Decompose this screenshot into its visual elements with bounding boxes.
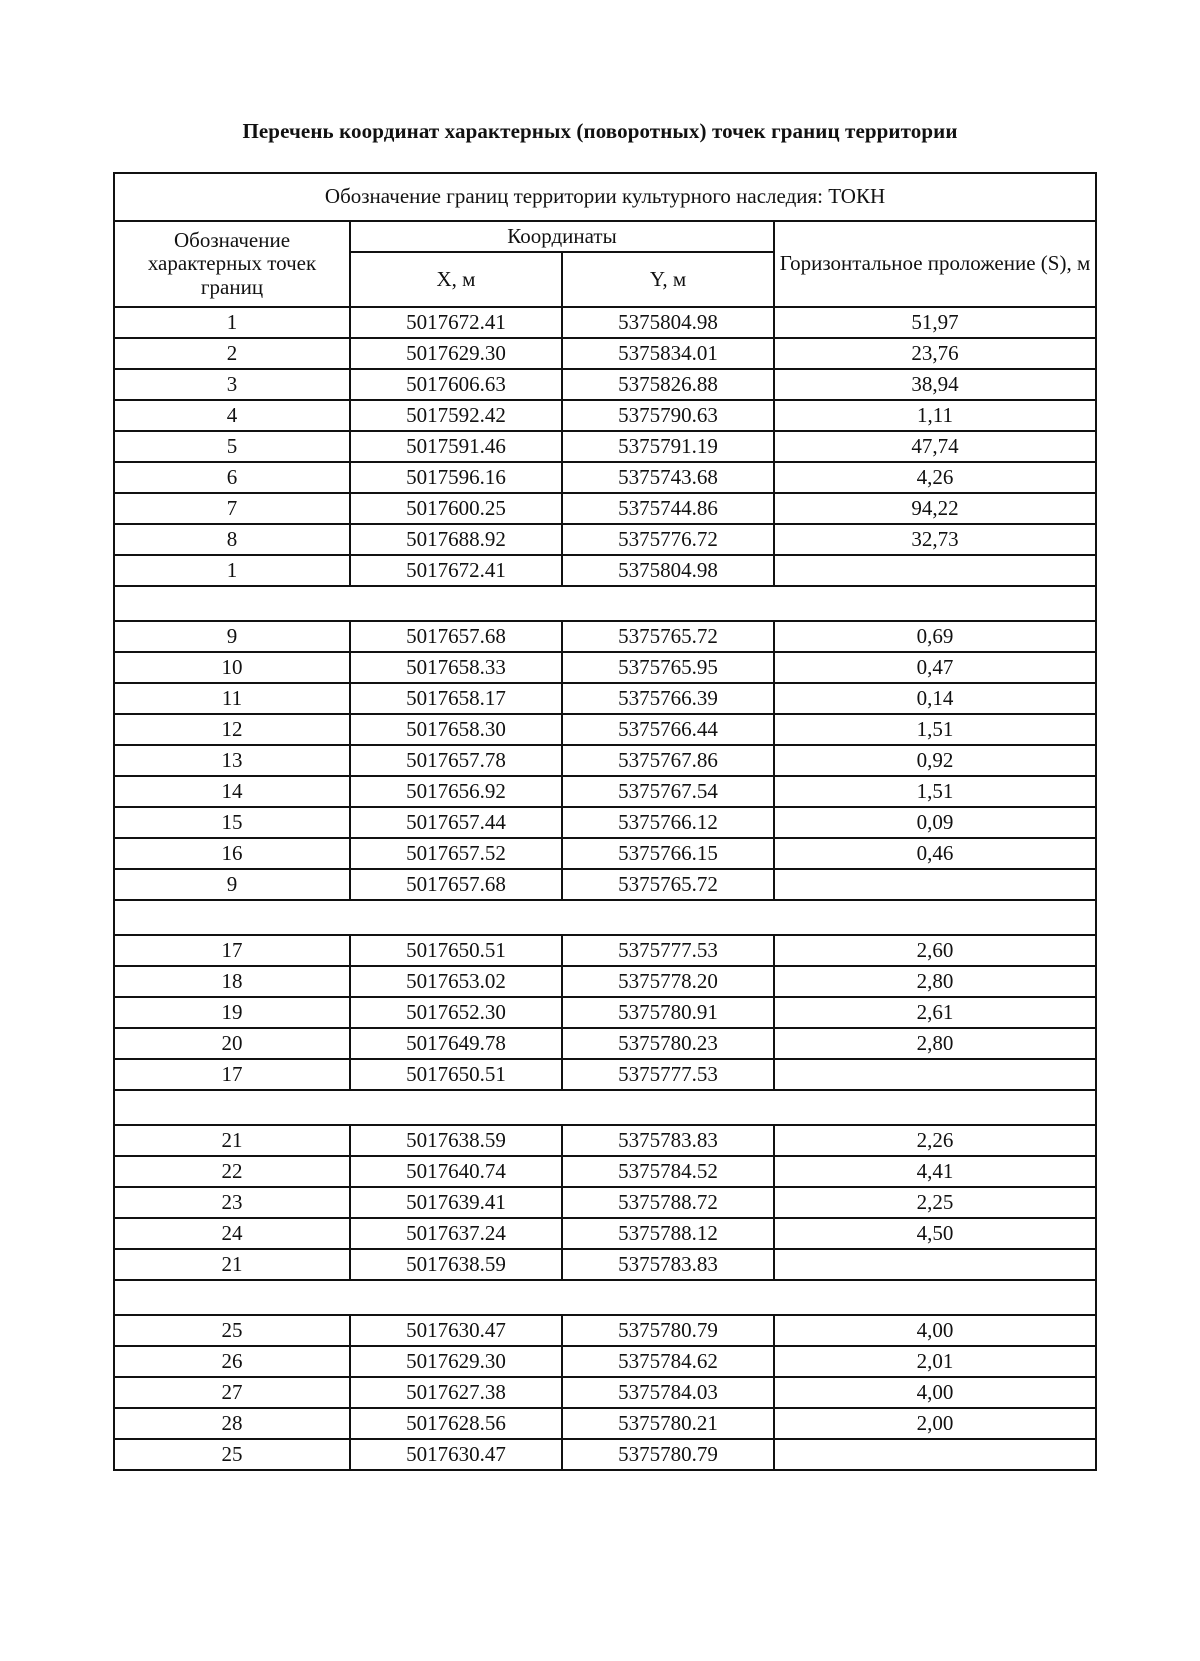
point-number-cell: 1	[114, 555, 350, 586]
distance-cell: 0,69	[774, 621, 1096, 652]
point-number-cell: 9	[114, 869, 350, 900]
group-separator-cell	[114, 1280, 1096, 1315]
y-coordinate-cell: 5375766.44	[562, 714, 774, 745]
x-coordinate-cell: 5017637.24	[350, 1218, 562, 1249]
y-coordinate-cell: 5375834.01	[562, 338, 774, 369]
table-row	[114, 369, 1096, 400]
point-number-cell: 25	[114, 1315, 350, 1346]
x-coordinate-cell: 5017649.78	[350, 1028, 562, 1059]
y-coordinate-cell: 5375788.12	[562, 1218, 774, 1249]
distance-cell: 2,80	[774, 1028, 1096, 1059]
x-coordinate-cell: 5017652.30	[350, 997, 562, 1028]
y-coordinate-cell: 5375783.83	[562, 1249, 774, 1280]
point-number-cell: 14	[114, 776, 350, 807]
distance-cell: 2,61	[774, 997, 1096, 1028]
table-row	[114, 966, 1096, 997]
table-row	[114, 652, 1096, 683]
distance-cell: 4,26	[774, 462, 1096, 493]
distance-cell: 0,46	[774, 838, 1096, 869]
table-row	[114, 1187, 1096, 1218]
distance-cell: 1,11	[774, 400, 1096, 431]
y-coordinate-cell: 5375788.72	[562, 1187, 774, 1218]
point-number-cell: 7	[114, 493, 350, 524]
x-coordinate-cell: 5017658.30	[350, 714, 562, 745]
point-number-cell: 24	[114, 1218, 350, 1249]
table-row	[114, 869, 1096, 900]
x-header: X, м	[350, 252, 562, 307]
y-coordinate-cell: 5375804.98	[562, 555, 774, 586]
x-coordinate-cell: 5017628.56	[350, 1408, 562, 1439]
y-coordinate-cell: 5375766.39	[562, 683, 774, 714]
table-row	[114, 1156, 1096, 1187]
distance-cell: 47,74	[774, 431, 1096, 462]
y-coordinate-cell: 5375765.72	[562, 621, 774, 652]
y-coordinate-cell: 5375766.12	[562, 807, 774, 838]
x-coordinate-cell: 5017629.30	[350, 1346, 562, 1377]
point-number-cell: 12	[114, 714, 350, 745]
distance-cell: 4,41	[774, 1156, 1096, 1187]
x-coordinate-cell: 5017600.25	[350, 493, 562, 524]
point-number-cell: 21	[114, 1249, 350, 1280]
coordinates-header: Координаты	[350, 221, 774, 252]
x-coordinate-cell: 5017657.68	[350, 869, 562, 900]
table-row	[114, 683, 1096, 714]
distance-cell: 4,00	[774, 1377, 1096, 1408]
table-row	[114, 714, 1096, 745]
x-coordinate-cell: 5017629.30	[350, 338, 562, 369]
point-number-cell: 26	[114, 1346, 350, 1377]
table-row	[114, 431, 1096, 462]
distance-cell: 2,01	[774, 1346, 1096, 1377]
distance-cell: 2,80	[774, 966, 1096, 997]
distance-cell: 1,51	[774, 714, 1096, 745]
y-coordinate-cell: 5375783.83	[562, 1125, 774, 1156]
point-number-cell: 21	[114, 1125, 350, 1156]
y-coordinate-cell: 5375780.79	[562, 1315, 774, 1346]
x-coordinate-cell: 5017672.41	[350, 307, 562, 338]
y-coordinate-cell: 5375743.68	[562, 462, 774, 493]
table-row	[114, 935, 1096, 966]
y-coordinate-cell: 5375777.53	[562, 935, 774, 966]
table-row	[114, 400, 1096, 431]
point-number-cell: 3	[114, 369, 350, 400]
distance-cell: 23,76	[774, 338, 1096, 369]
distance-cell: 51,97	[774, 307, 1096, 338]
x-coordinate-cell: 5017657.78	[350, 745, 562, 776]
y-coordinate-cell: 5375804.98	[562, 307, 774, 338]
x-coordinate-cell: 5017658.17	[350, 683, 562, 714]
y-coordinate-cell: 5375776.72	[562, 524, 774, 555]
y-coordinate-cell: 5375744.86	[562, 493, 774, 524]
distance-cell: 4,50	[774, 1218, 1096, 1249]
x-coordinate-cell: 5017638.59	[350, 1125, 562, 1156]
table-row	[114, 1125, 1096, 1156]
x-coordinate-cell: 5017630.47	[350, 1439, 562, 1470]
y-coordinate-cell: 5375778.20	[562, 966, 774, 997]
table-row	[114, 807, 1096, 838]
point-number-cell: 18	[114, 966, 350, 997]
point-number-cell: 23	[114, 1187, 350, 1218]
table-row	[114, 462, 1096, 493]
point-number-cell: 4	[114, 400, 350, 431]
y-coordinate-cell: 5375790.63	[562, 400, 774, 431]
y-coordinate-cell: 5375780.79	[562, 1439, 774, 1470]
x-coordinate-cell: 5017606.63	[350, 369, 562, 400]
distance-cell: 2,26	[774, 1125, 1096, 1156]
table-row	[114, 838, 1096, 869]
point-number-cell: 25	[114, 1439, 350, 1470]
y-header: Y, м	[562, 252, 774, 307]
group-separator-row	[114, 1280, 1096, 1315]
distance-cell: 2,00	[774, 1408, 1096, 1439]
y-coordinate-cell: 5375780.91	[562, 997, 774, 1028]
y-coordinate-cell: 5375765.95	[562, 652, 774, 683]
distance-cell	[774, 869, 1096, 900]
point-number-cell: 13	[114, 745, 350, 776]
distance-cell: 38,94	[774, 369, 1096, 400]
x-coordinate-cell: 5017640.74	[350, 1156, 562, 1187]
point-number-cell: 27	[114, 1377, 350, 1408]
y-coordinate-cell: 5375784.52	[562, 1156, 774, 1187]
table-body	[114, 307, 1096, 1470]
y-coordinate-cell: 5375766.15	[562, 838, 774, 869]
table-row	[114, 1408, 1096, 1439]
y-coordinate-cell: 5375780.23	[562, 1028, 774, 1059]
point-number-cell: 17	[114, 935, 350, 966]
table-row	[114, 524, 1096, 555]
group-separator-cell	[114, 586, 1096, 621]
y-coordinate-cell: 5375777.53	[562, 1059, 774, 1090]
y-coordinate-cell: 5375767.54	[562, 776, 774, 807]
x-coordinate-cell: 5017658.33	[350, 652, 562, 683]
x-coordinate-cell: 5017639.41	[350, 1187, 562, 1218]
table-row	[114, 745, 1096, 776]
x-coordinate-cell: 5017657.52	[350, 838, 562, 869]
table-row	[114, 493, 1096, 524]
point-number-cell: 19	[114, 997, 350, 1028]
point-number-cell: 22	[114, 1156, 350, 1187]
group-separator-row	[114, 1090, 1096, 1125]
y-coordinate-cell: 5375826.88	[562, 369, 774, 400]
point-number-cell: 1	[114, 307, 350, 338]
table-row	[114, 307, 1096, 338]
y-coordinate-cell: 5375791.19	[562, 431, 774, 462]
point-number-cell: 20	[114, 1028, 350, 1059]
x-coordinate-cell: 5017657.68	[350, 621, 562, 652]
x-coordinate-cell: 5017650.51	[350, 935, 562, 966]
x-coordinate-cell: 5017591.46	[350, 431, 562, 462]
x-coordinate-cell: 5017657.44	[350, 807, 562, 838]
distance-cell: 0,14	[774, 683, 1096, 714]
y-coordinate-cell: 5375784.62	[562, 1346, 774, 1377]
x-coordinate-cell: 5017627.38	[350, 1377, 562, 1408]
x-coordinate-cell: 5017630.47	[350, 1315, 562, 1346]
x-coordinate-cell: 5017656.92	[350, 776, 562, 807]
group-separator-row	[114, 900, 1096, 935]
point-number-cell: 9	[114, 621, 350, 652]
y-coordinate-cell: 5375784.03	[562, 1377, 774, 1408]
y-coordinate-cell: 5375765.72	[562, 869, 774, 900]
distance-cell	[774, 1439, 1096, 1470]
distance-cell: 94,22	[774, 493, 1096, 524]
distance-cell: 0,09	[774, 807, 1096, 838]
table-row	[114, 776, 1096, 807]
point-number-cell: 17	[114, 1059, 350, 1090]
distance-cell: 2,25	[774, 1187, 1096, 1218]
distance-cell: 2,60	[774, 935, 1096, 966]
table-row	[114, 1346, 1096, 1377]
table-row	[114, 555, 1096, 586]
table-row	[114, 1377, 1096, 1408]
point-number-cell: 11	[114, 683, 350, 714]
point-number-cell: 28	[114, 1408, 350, 1439]
point-header: Обозначение характерных точек границ	[114, 221, 350, 307]
distance-cell: 1,51	[774, 776, 1096, 807]
y-coordinate-cell: 5375780.21	[562, 1408, 774, 1439]
x-coordinate-cell: 5017653.02	[350, 966, 562, 997]
table-caption: Обозначение границ территории культурного наследия: ТОКН	[114, 173, 1096, 221]
distance-cell: 32,73	[774, 524, 1096, 555]
page-title: Перечень координат характерных (поворотных) точек границ территории	[242, 119, 958, 143]
table-row	[114, 997, 1096, 1028]
x-coordinate-cell: 5017592.42	[350, 400, 562, 431]
point-number-cell: 5	[114, 431, 350, 462]
table-row	[114, 1218, 1096, 1249]
point-number-cell: 16	[114, 838, 350, 869]
group-separator-cell	[114, 1090, 1096, 1125]
y-coordinate-cell: 5375767.86	[562, 745, 774, 776]
table-row	[114, 338, 1096, 369]
distance-cell	[774, 555, 1096, 586]
x-coordinate-cell: 5017638.59	[350, 1249, 562, 1280]
x-coordinate-cell: 5017650.51	[350, 1059, 562, 1090]
group-separator-cell	[114, 900, 1096, 935]
table-row	[114, 1249, 1096, 1280]
x-coordinate-cell: 5017672.41	[350, 555, 562, 586]
table-header	[114, 173, 1096, 307]
table-row	[114, 621, 1096, 652]
distance-cell: 0,92	[774, 745, 1096, 776]
table-row	[114, 1439, 1096, 1470]
distance-cell	[774, 1059, 1096, 1090]
distance-cell: 0,47	[774, 652, 1096, 683]
table-row	[114, 1315, 1096, 1346]
distance-header: Горизонтальное проложение (S), м	[774, 221, 1096, 307]
x-coordinate-cell: 5017596.16	[350, 462, 562, 493]
coordinates-table	[113, 172, 1097, 1471]
point-number-cell: 15	[114, 807, 350, 838]
point-number-cell: 2	[114, 338, 350, 369]
table-row	[114, 1028, 1096, 1059]
distance-cell: 4,00	[774, 1315, 1096, 1346]
point-number-cell: 10	[114, 652, 350, 683]
distance-cell	[774, 1249, 1096, 1280]
group-separator-row	[114, 586, 1096, 621]
point-number-cell: 6	[114, 462, 350, 493]
point-number-cell: 8	[114, 524, 350, 555]
table-row	[114, 1059, 1096, 1090]
x-coordinate-cell: 5017688.92	[350, 524, 562, 555]
